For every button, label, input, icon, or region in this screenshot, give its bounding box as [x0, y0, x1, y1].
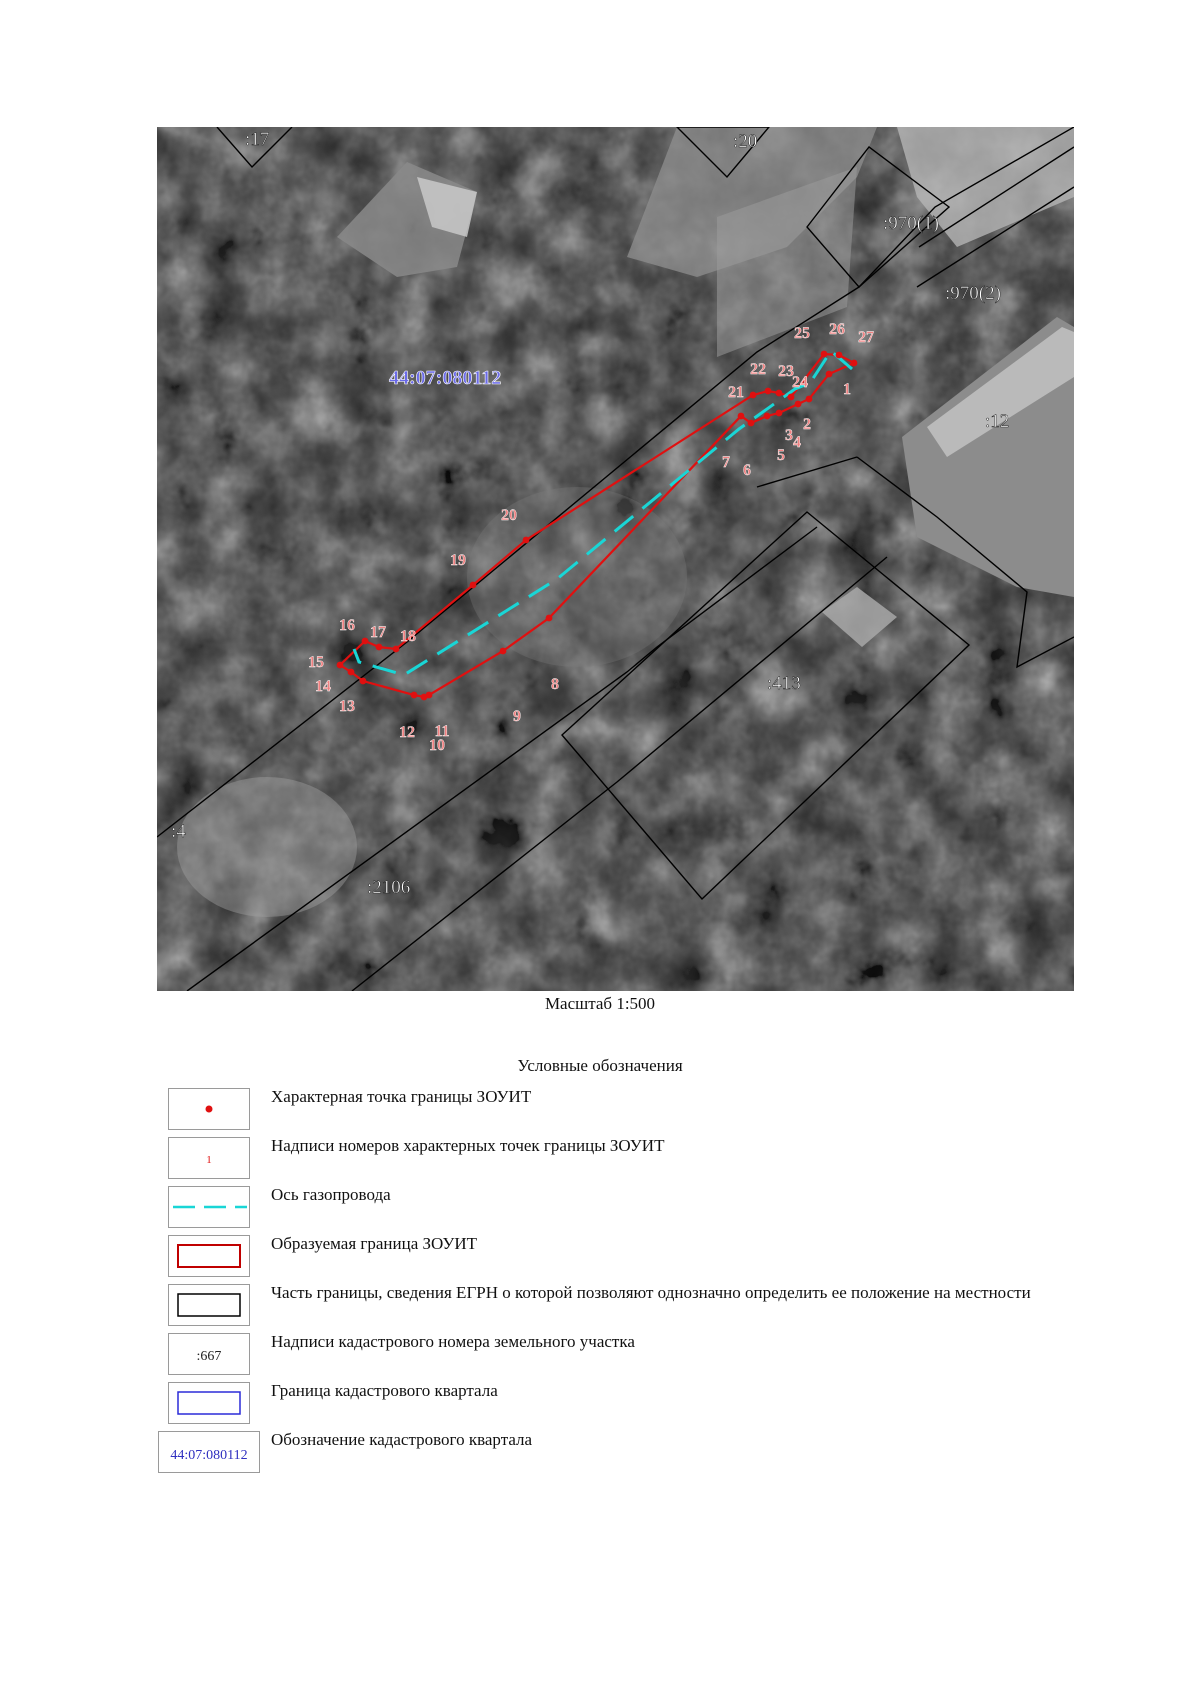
point-label: 19 [450, 552, 466, 569]
point-label: 27 [858, 329, 874, 346]
point-label: 4 [793, 434, 801, 451]
boundary-point [750, 392, 757, 399]
point-label: 16 [339, 617, 355, 634]
boundary-point [421, 694, 428, 701]
boundary-point [376, 644, 383, 651]
legend-text: Надписи номеров характерных точек границы ЗОУИТ [271, 1136, 665, 1155]
parcel-label: :12 [985, 411, 1010, 432]
boundary-point [360, 678, 367, 685]
svg-text:44:07:080112: 44:07:080112 [170, 1448, 248, 1463]
point-label: 3 [785, 427, 793, 444]
gas-axis-icon [168, 1186, 250, 1228]
legend-title: Условные обозначения [517, 1056, 683, 1075]
point-label: 23 [778, 363, 794, 380]
point-label: 11 [434, 723, 450, 740]
point-label: 7 [722, 454, 730, 471]
parcel-label: :970(1) [883, 213, 939, 234]
point-label: 25 [794, 325, 810, 342]
boundary-point [765, 388, 772, 395]
boundary-point [348, 669, 355, 676]
red-boundary-icon [168, 1235, 250, 1277]
point-label: 24 [792, 374, 808, 391]
point-label: 6 [743, 462, 751, 479]
boundary-point [764, 413, 771, 420]
point-label: 2 [803, 416, 811, 433]
legend-text: Ось газопровода [271, 1185, 391, 1204]
boundary-point [776, 390, 783, 397]
legend-text: Характерная точка границы ЗОУИТ [271, 1087, 532, 1106]
scale-caption: Масштаб 1:500 [544, 994, 656, 1013]
point-label: 15 [308, 654, 324, 671]
boundary-point [851, 360, 858, 367]
point-label: 22 [750, 361, 766, 378]
parcel-label: :20 [733, 131, 758, 152]
point-label: 18 [400, 628, 416, 645]
boundary-point [500, 648, 507, 655]
point-label: 8 [551, 676, 559, 693]
boundary-point [470, 582, 477, 589]
legend-text: Образуемая граница ЗОУИТ [271, 1234, 478, 1253]
quarter-label-icon [158, 1431, 260, 1473]
parcel-label: :2106 [367, 877, 411, 898]
boundary-point [337, 662, 344, 669]
point-label: 26 [829, 321, 845, 338]
boundary-point [795, 401, 802, 408]
legend-text: Часть границы, сведения ЕГРН о которой позволяют однозначно определить ее положение на местности [271, 1283, 1031, 1302]
boundary-point [411, 692, 418, 699]
map-panel [157, 127, 1074, 991]
parcel-label: :970(2) [945, 283, 1001, 304]
boundary-point [836, 352, 843, 359]
legend-text: Надписи кадастрового номера земельного участка [271, 1332, 635, 1351]
boundary-point [546, 615, 553, 622]
point-label: 13 [339, 698, 355, 715]
point-label: 12 [399, 724, 415, 741]
black-boundary-icon [168, 1284, 250, 1326]
boundary-point [393, 646, 400, 653]
quarter-label: 44:07:080112 [389, 367, 502, 389]
legend-text: Обозначение кадастрового квартала [271, 1430, 533, 1449]
boundary-point [821, 351, 828, 358]
map-canvas [157, 127, 1074, 991]
point-label: 5 [777, 447, 785, 464]
parcel-label: :17 [245, 129, 270, 150]
svg-text:1: 1 [206, 1154, 212, 1166]
boundary-point [788, 394, 795, 401]
legend-text: Граница кадастрового квартала [271, 1381, 498, 1400]
point-number-icon [168, 1137, 250, 1179]
boundary-point [776, 410, 783, 417]
boundary-point [806, 396, 813, 403]
boundary-point [523, 537, 530, 544]
point-label: 14 [315, 678, 331, 695]
parcel-label: :4 [171, 821, 186, 842]
boundary-point [738, 413, 745, 420]
boundary-point [362, 638, 369, 645]
point-label: 1 [843, 381, 851, 398]
parcel-label: :413 [767, 673, 801, 694]
boundary-point [826, 371, 833, 378]
point-label: 9 [513, 708, 521, 725]
boundary-point [748, 420, 755, 427]
point-label: 20 [501, 507, 517, 524]
svg-text::667: :667 [196, 1349, 222, 1364]
blue-boundary-icon [168, 1382, 250, 1424]
point-label: 10 [429, 737, 445, 754]
point-label: 17 [370, 624, 386, 641]
parcel-label-icon [168, 1333, 250, 1375]
point-label: 21 [728, 384, 744, 401]
point-marker-icon [168, 1088, 250, 1130]
aerial-imagery [157, 127, 1074, 991]
